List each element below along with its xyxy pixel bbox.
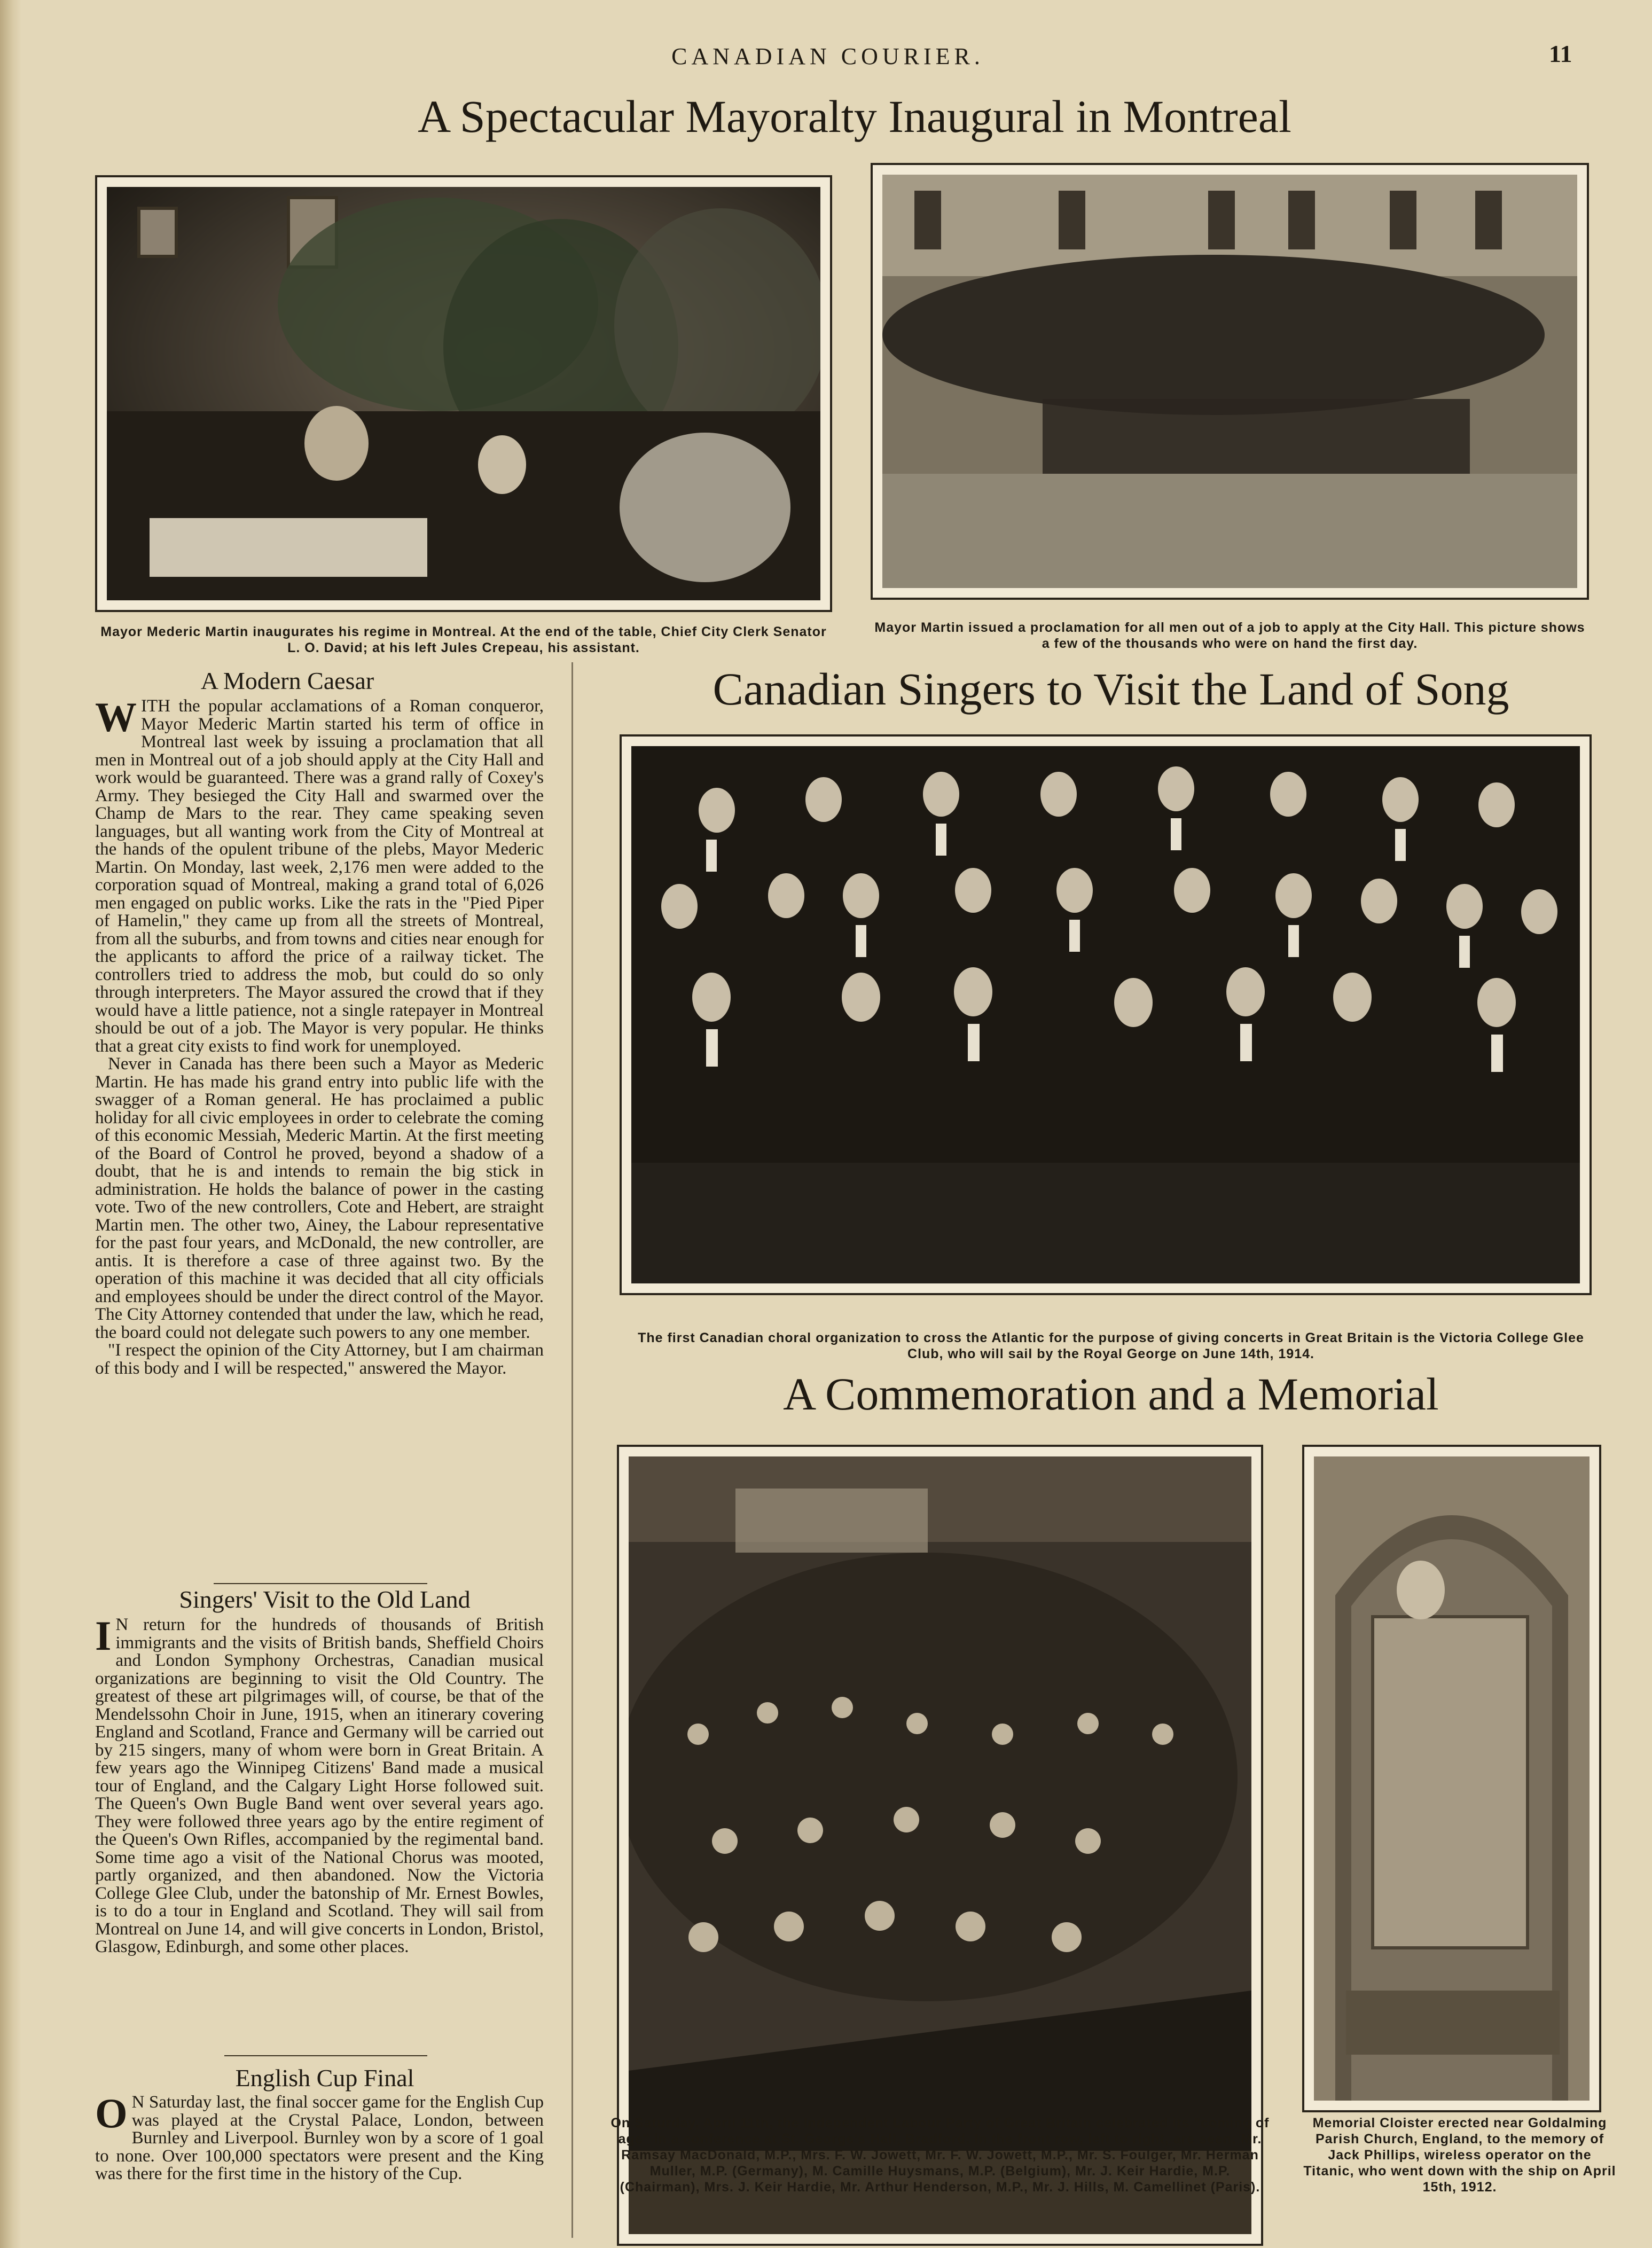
article-caesar-title: A Modern Caesar — [200, 667, 374, 694]
caption-memorial-cloister: Memorial Cloister erected near Goldalming Parish Church, England, to the memory of Jack Phillips, wireless operator on the Titanic, who went down with the ship on April 15th, 1912. — [1303, 2116, 1616, 2195]
article-cup-title: English Cup Final — [235, 2064, 414, 2092]
article-singers-dropcap: I — [95, 1616, 112, 1659]
article-caesar-para-1: ITH the popular acclamations of a Roman conqueror, Mayor Mederic Martin started his term of office in Montreal last week by issuing a proclamation that all men in Montreal out of a job should apply at the City Hall and work would be guaranteed. There was a grand rally of Coxey's Army. They besieged the City Hall and swarmed over the Champ de Mars to the rear. They came speaking seven languages, but all wanting work from the City of Montreal at the hands of the opulent tribune of the plebs, Mayor Mederic Martin. On Monday, last week, 2,176 men were added to the corporation squad of Montreal, making a grand total of 6,026 men engaged on public works. Like the rats in the "Pied Piper of Hamelin," they came up from all the streets of Montreal, from all the suburbs, and from towns and cities near enough for the applicants to afford the price of a railway ticket. The controllers tried to address the mob, but could do so only through interpreters. The Mayor assured the crowd that if they would have a little patience, not a single ratepayer in Montreal should be out of a job. The Mayor is very popular. He thinks that a great city exists to find work for unemployed. — [95, 698, 544, 1056]
photo-city-hall-crowd-image — [882, 175, 1577, 588]
photo-memorial-cloister-image — [1314, 1456, 1590, 2101]
article-singers-title: Singers' Visit to the Old Land — [179, 1586, 471, 1613]
caption-mayor-inaugural: Mayor Mederic Martin inaugurates his regime in Montreal. At the end of the table, Chief City Clerk Senator L. O. David; at his left Jules Crepeau, his assistant. — [100, 624, 827, 655]
headline-canadian-singers: Canadian Singers to Visit the Land of Song — [713, 663, 1509, 715]
divider-rule-2 — [224, 2055, 427, 2056]
caption-glee-club: The first Canadian choral organization to cross the Atlantic for the purpose of giving concerts in Great Britain is the Victoria College Glee Club, who will sail by the Royal George on June 14th, 1914. — [638, 1330, 1584, 1361]
article-caesar-para-2: Never in Canada has there been such a Mayor as Mederic Martin. He has made his grand entry into public life with the swagger of a Roman general. He has proclaimed a public holiday for all civic employees in order to celebrate the coming of this economic Messiah, Mederic Martin. At the first meeting of the Board of Control he proved, beyond a shadow of a doubt, that he is and intends to remain the big stick in administration. He holds the balance of power in the casting vote. Two of the new controllers, Cote and Hebert, are straight Martin men. The other two, Ainey, the Labour representative for the past four years, and McDonald, the new controller, are antis. It is therefore a case of three against two. By the operation of this machine it was decided that all city officials and employees should be under the direct control of the Mayor. The City Attorney contended that under the law, which he read, the board could not delegate such powers to any one member. — [95, 1054, 544, 1342]
photo-memorial-cloister — [1302, 1445, 1601, 2112]
photo-mayor-inaugural-image — [107, 187, 820, 600]
article-caesar-dropcap: W — [95, 698, 137, 740]
headline-mayoralty: A Spectacular Mayoralty Inaugural in Montreal — [418, 91, 1291, 142]
photo-mayor-inaugural — [95, 175, 832, 612]
column-divider — [571, 662, 573, 2238]
article-singers-para: N return for the hundreds of thousands of British immigrants and the visits of British bands, Sheffield Choirs and London Symphony Orchestras, Canadian musical organizations are beginning to visit the Old Country. The greatest of these art pilgrimages will, of course, be that of the Mendelssohn Choir in June, 1915, when an itinerary covering England and Scotland, France and Germany will be carried out by 215 singers, many of whom were born in Great Britain. A few years ago the Winnipeg Citizens' Band made a musical tour of England, and the Calgary Light Horse followed suit. The Queen's Own Bugle Band went over several years ago. They were followed three years ago by the entire regiment of the Queen's Own Rifles, accompanied by the regimental band. Some time ago a visit of the National Chorus was mooted, partly organized, and then abandoned. Now the Victoria College Glee Club, under the batonship of Mr. Ernest Bowles, is to do a tour in England and Scotland. They will sail from Montreal on June 14, and will give concerts in London, Bristol, Glasgow, Edinburgh, and some other places. — [95, 1616, 544, 1956]
photo-glee-club — [620, 734, 1592, 1295]
page-number: 11 — [1549, 40, 1572, 67]
article-caesar-para-3: "I respect the opinion of the City Attorney, but I am chairman of this body and I will be respected," answered the Mayor. — [95, 1341, 544, 1378]
caption-labour-conference: On Saturday, April 11th, the Independent Labour Party of Great Britain celebrated its "coming of age" in a conference at St. George's Hall, Bradford. In the front row, left to right, are seen: Mr. Ramsay MacDonald, M.P., Mrs. F. W. Jowett, Mr. F. W. Jowett, M.P., Mr. S. Foulger, Mr. Herman Muller, M.P. (Germany), M. Camille Huysmans, M.P. (Belgium), Mr. J. Keir Hardie, M.P. (Chairman), Mrs. J. Keir Hardie, Mr. Arthur Henderson, M.P., Mr. J. Hills, M. Camellinet (Paris). — [610, 2116, 1270, 2195]
photo-city-hall-crowd — [871, 163, 1589, 600]
article-cup-para: N Saturday last, the final soccer game for the English Cup was played at the Crystal Palace, London, between Burnley and Liverpool. Burnley won by a score of 1 goal to none. Over 100,000 spectators were present and the King was there for the first time in the history of the Cup. — [95, 2094, 544, 2183]
article-singers-body — [95, 1616, 544, 2051]
photo-glee-club-image — [631, 746, 1580, 1283]
article-cup-body — [95, 2094, 544, 2238]
running-head: CANADIAN COURIER. — [671, 43, 984, 69]
page-margin-binding — [0, 0, 21, 2248]
article-caesar-body — [95, 698, 544, 1573]
headline-commemoration: A Commemoration and a Memorial — [783, 1368, 1439, 1420]
caption-city-hall-crowd: Mayor Martin issued a proclamation for all men out of a job to apply at the City Hall. This picture shows a few of the thousands who were on hand the first day. — [874, 620, 1585, 651]
article-cup-dropcap: O — [95, 2094, 128, 2136]
divider-rule — [214, 1583, 427, 1584]
